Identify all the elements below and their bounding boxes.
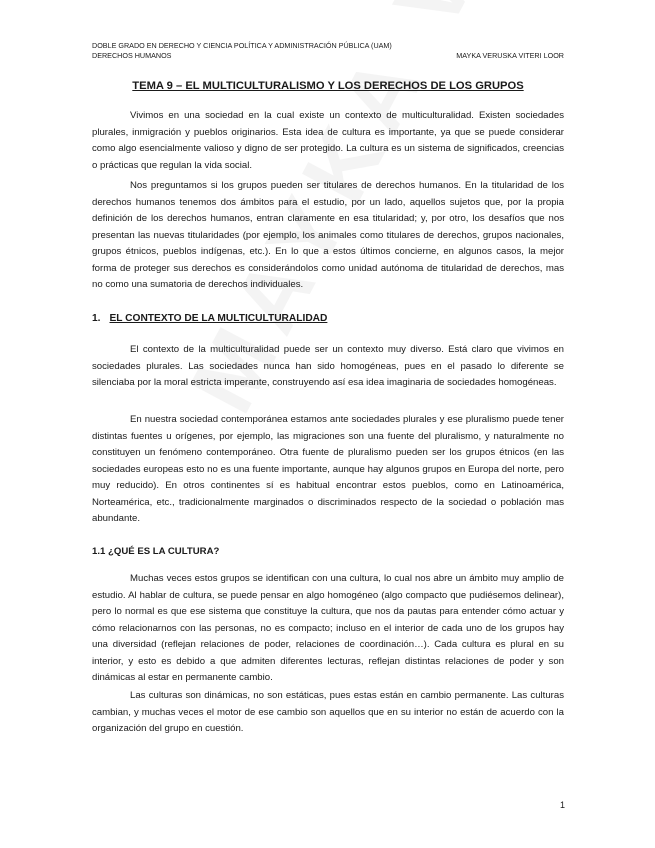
section-1-paragraph-1: El contexto de la multiculturalidad puede ser un contexto muy diverso. Está claro que vivimos en sociedades plurales. Las sociedades nunca han sido homogéneas, pues en el pasado lo diferente se silenciaba por la moral estricta imperante, construyendo así esa idea imaginaria de sociedades homogéneas. (92, 344, 564, 388)
header-author: MAYKA VERUSKA VITERI LOOR (456, 51, 564, 60)
header-course: DERECHOS HUMANOS (92, 51, 172, 60)
section-1-paragraph-2: En nuestra sociedad contemporánea estamos ante sociedades plurales y ese pluralismo puede tener distintas fuentes u orígenes, por ejemplo, las migraciones son una fuente del pluralismo, y naturalmente no constituyen un fenómeno contemporáneo. Otra fuente de pluralismo pueden ser los grupos étnicos (en las sociedades europeas esto no es una fuente importante, aunque hay algunos grupos en Europa del norte, pero muy reducido). En otros continentes sí es habitual encontrar estos pueblos, como en Latinoamérica, Norteamérica, etc., tradicionalmente marginados o discriminados respecto de la sociedad o población mas abundante. (92, 414, 564, 524)
page-title: TEMA 9 – EL MULTICULTURALISMO Y LOS DERECHOS DE LOS GRUPOS (132, 80, 524, 92)
section-1-1-paragraph-2: Las culturas son dinámicas, no son estáticas, pues estas están en cambio permanente. Las culturas cambian, y muchas veces el motor de ese cambio son aquellos que en su interior no están de acuerdo con la organización del grupo en cuestión. (92, 690, 564, 734)
section-1-number: 1. (92, 313, 101, 324)
page-number: 1 (560, 800, 566, 810)
section-1-heading (92, 313, 327, 324)
section-1-1-paragraph-1: Muchas veces estos grupos se identifican con una cultura, lo cual nos abre un ámbito muy amplio de estudio. Al hablar de cultura, se puede pensar en algo homogéneo (algo compacto que pudiésemos delinear), pero lo normal es que ese sistema que constituye la cultura, que nos da pautas para entender cómo actuar y cómo relacionarnos con las personas, no es compacto; incluso en el interior de cada uno de los grupos hay una diversidad (reflejan relaciones de poder, relaciones de coordinación…). Cada cultura es plural en su interior, y esto es debido a que admiten diferentes lecturas, reflejan distintas relaciones de poder y son dinámicas al estar en permanente cambio. (92, 573, 564, 683)
intro-paragraph-1: Vivimos en una sociedad en la cual existe un contexto de multiculturalidad. Existen sociedades plurales, inmigración y pueblos originarios. Esta idea de cultura es importante, ya que se puede considerar como algo esencialmente valioso y digno de ser protegido. La cultura es un sistema de significados, creencias o prácticas que regulan la vida social. (92, 110, 564, 171)
document-header (92, 41, 564, 61)
intro-paragraph-2: Nos preguntamos si los grupos pueden ser titulares de derechos humanos. En la titularidad de los derechos humanos tenemos dos ámbitos para el estudio, por un lado, aquellos sujetos que, por la propia definición de los derechos humanos, entran claramente en esa titularidad; y, por otro, los desafíos que nos presentan las nuevas titularidades (por ejemplo, los animales como titulares de derechos, grupos nacionales, grupos étnicos, pueblos indígenas, etc.). En lo que a estos últimos concierne, en algunos casos, la mejor forma de proteger sus derechos es considerándolos como unidad autónoma de titularidad de derechos, mas no como una sumatoria de derechos individuales. (92, 180, 564, 290)
section-1-title: EL CONTEXTO DE LA MULTICULTURALIDAD (109, 313, 328, 324)
section-1-1-heading: 1.1 ¿QUÉ ES LA CULTURA? (92, 546, 220, 557)
header-degree: DOBLE GRADO EN DERECHO Y CIENCIA POLÍTICA Y ADMINISTRACIÓN PÚBLICA (UAM) (92, 41, 392, 50)
